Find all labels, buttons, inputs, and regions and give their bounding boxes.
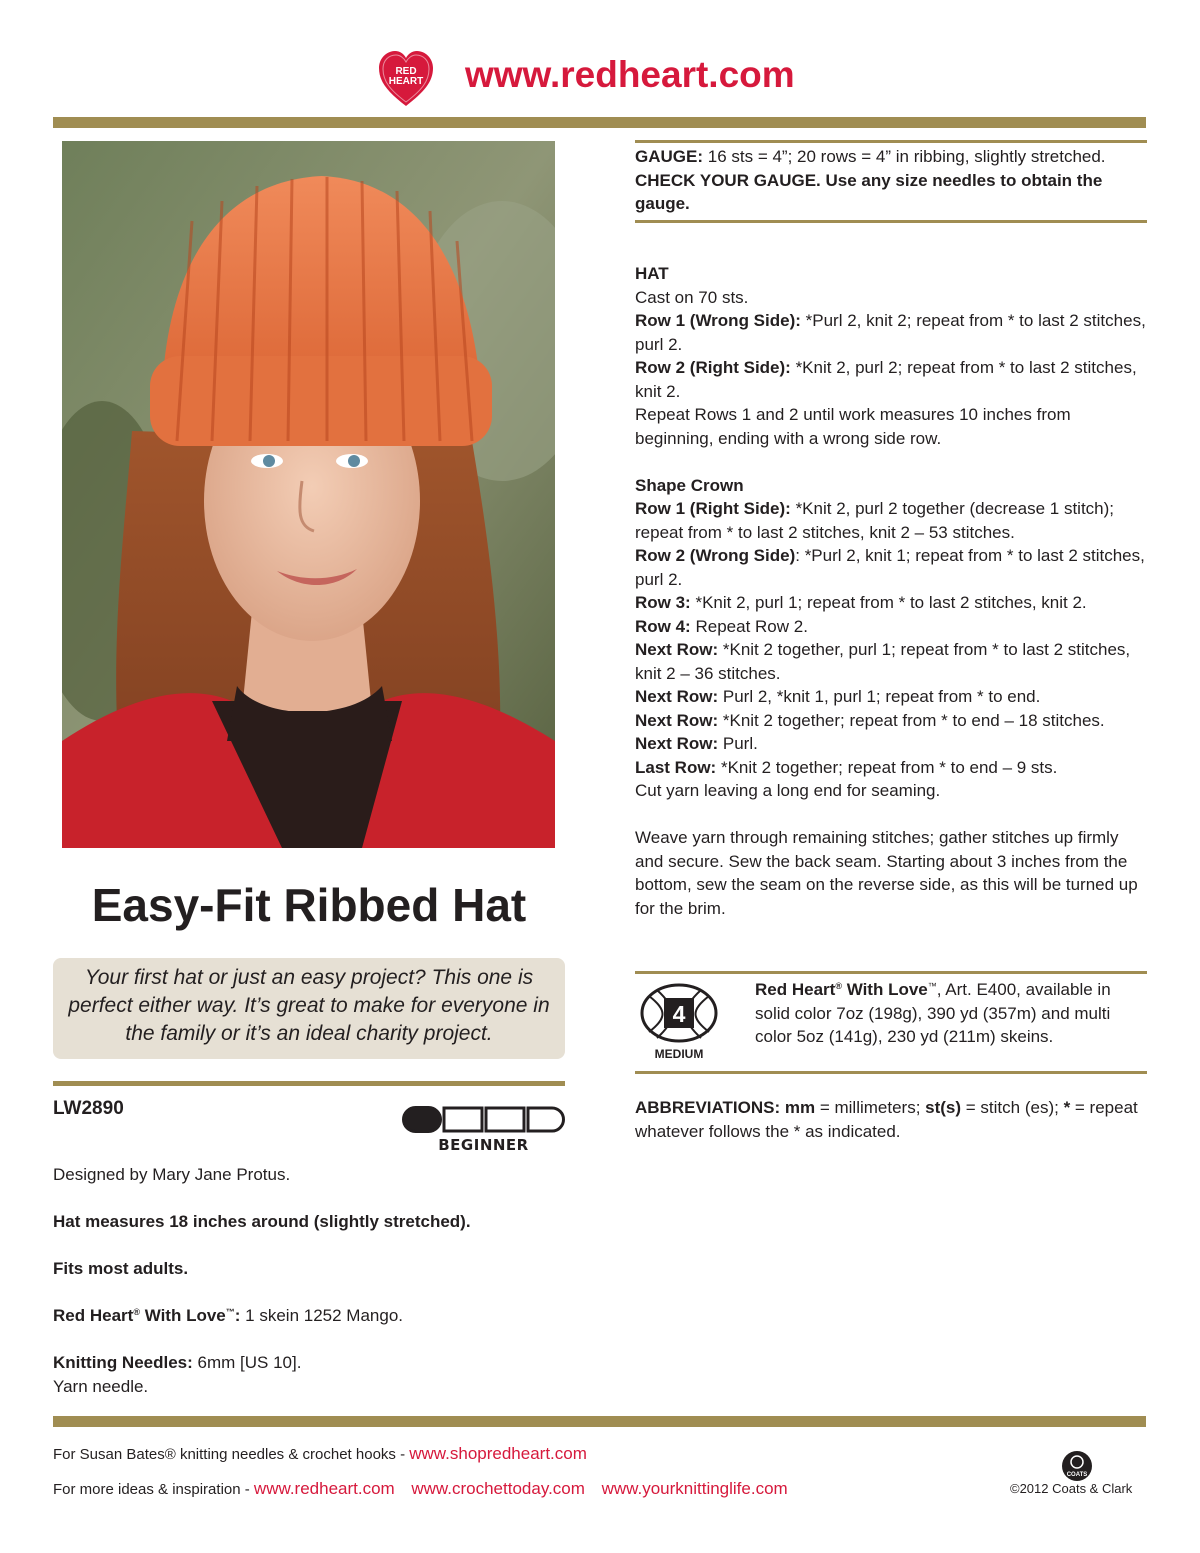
cut-yarn: Cut yarn leaving a long end for seaming.	[635, 781, 941, 800]
instructions	[635, 262, 1147, 920]
skill-segment-3	[486, 1108, 524, 1131]
crown-row-2: Row 2 (Wrong Side): *Purl 2, knit 1; repeat from * to last 2 stitches, purl 2.	[635, 546, 1145, 589]
intro-text: Your first hat or just an easy project? This one is perfect either way. It’s great to make for everyone in the family or it’s an ideal charity project.	[68, 966, 550, 1045]
skill-level-label: BEGINNER	[438, 1136, 529, 1154]
crown-heading: Shape Crown	[635, 475, 744, 495]
footer-ideas-text: For more ideas & inspiration -	[53, 1481, 254, 1498]
crown-row-4: Row 4: Repeat Row 2.	[635, 616, 808, 636]
left-divider	[53, 1081, 565, 1086]
yarn-weight-number: 4	[672, 1001, 686, 1027]
gauge-text: 16 sts = 4”; 20 rows = 4” in ribbing, slightly stretched.	[707, 147, 1106, 166]
skill-segment-1	[404, 1108, 441, 1132]
fit-note: Fits most adults.	[53, 1259, 189, 1278]
skill-segment-4	[528, 1108, 564, 1131]
page-header	[0, 50, 1200, 110]
abbreviations: ABBREVIATIONS: mm = millimeters; st(s) = stitch (es); * = repeat whatever follows the * as indicated.	[635, 1098, 1138, 1141]
yarn-requirement: Red Heart® With Love™: 1 skein 1252 Mango.	[53, 1306, 404, 1325]
yourknittinglife-link[interactable]: www.yourknittinglife.com	[601, 1479, 788, 1498]
pattern-details	[53, 1163, 573, 1398]
logo-text-red: RED	[395, 66, 417, 77]
site-url-link[interactable]: www.redheart.com	[465, 54, 795, 95]
size-measure: Hat measures 18 inches around (slightly stretched).	[53, 1212, 471, 1231]
bottom-divider	[53, 1416, 1146, 1427]
footer-shop-text: For Susan Bates® knitting needles & crochet hooks -	[53, 1446, 410, 1463]
skill-level-meter	[402, 1106, 566, 1136]
gauge-bottom-rule	[635, 220, 1147, 223]
yarn-info	[635, 976, 1147, 1068]
footer-line-2	[53, 1479, 788, 1499]
gauge-section	[635, 145, 1147, 216]
pattern-title: Easy-Fit Ribbed Hat	[91, 879, 527, 931]
crown-row-6: Next Row: Purl 2, *knit 1, purl 1; repeat from * to end.	[635, 687, 1041, 706]
crown-row-5: Next Row: *Knit 2 together, purl 1; repeat from * to last 2 stitches, knit 2 – 36 stitches.	[635, 640, 1131, 683]
hat-heading: HAT	[635, 264, 669, 283]
coats-logo	[1061, 1450, 1093, 1482]
crown-row-7: Next Row: *Knit 2 together; repeat from * to end – 18 stitches.	[635, 710, 1105, 730]
yarn-weight-icon	[637, 982, 721, 1060]
pattern-number: LW2890	[53, 1098, 124, 1119]
gauge-label: GAUGE:	[635, 147, 703, 166]
gauge-check: CHECK YOUR GAUGE. Use any size needles to obtain the gauge.	[635, 170, 1103, 213]
needles: Knitting Needles: 6mm [US 10]. Yarn needle.	[53, 1353, 302, 1396]
crochettoday-link[interactable]: www.crochettoday.com	[411, 1479, 585, 1498]
crown-row-8: Next Row: Purl.	[635, 734, 758, 753]
gauge-top-rule	[635, 140, 1147, 143]
crown-row-1: Row 1 (Right Side): *Knit 2, purl 2 together (decrease 1 stitch); repeat from * to last 2 stitches, knit 2 – 53 stitches.	[635, 499, 1115, 542]
crown-row-9: Last Row: *Knit 2 together; repeat from * to end – 9 sts.	[635, 757, 1058, 777]
copyright: ©2012 Coats & Clark	[1010, 1481, 1133, 1496]
cast-on: Cast on 70 sts.	[635, 287, 749, 307]
intro-box	[53, 958, 565, 1059]
hat-row-2: Row 2 (Right Side): *Knit 2, purl 2; repeat from * to last 2 stitches, knit 2.	[635, 358, 1137, 401]
finishing: Weave yarn through remaining stitches; gather stitches up firmly and secure. Sew the back seam. Starting about 3 inches from the bottom, sew the seam on the reverse side, as this will be turned up for the brim.	[635, 828, 1138, 918]
designer-credit: Designed by Mary Jane Protus.	[53, 1165, 291, 1184]
yarn-top-rule	[635, 971, 1147, 974]
hero-photo	[62, 141, 555, 848]
crown-row-3: Row 3: *Knit 2, purl 1; repeat from * to last 2 stitches, knit 2.	[635, 593, 1087, 612]
coats-logo-text: COATS	[1066, 1472, 1088, 1478]
shop-link[interactable]: www.shopredheart.com	[409, 1444, 587, 1463]
yarn-bottom-rule	[635, 1071, 1147, 1074]
redheart-link[interactable]: www.redheart.com	[253, 1479, 395, 1498]
skill-level-badge	[402, 1106, 566, 1158]
top-divider	[53, 117, 1146, 128]
footer-line-1	[53, 1444, 587, 1464]
hat-repeat: Repeat Rows 1 and 2 until work measures 10 inches from beginning, ending with a wrong side row.	[635, 405, 1071, 448]
red-heart-logo[interactable]	[378, 50, 434, 108]
logo-text-heart: HEART	[388, 76, 424, 87]
yarn-description: Red Heart® With Love™, Art. E400, available in solid color 7oz (198g), 390 yd (357m) and multi color 5oz (141g), 230 yd (211m) skeins.	[755, 980, 1111, 1046]
skill-segment-2	[444, 1108, 482, 1131]
hat-row-1: Row 1 (Wrong Side): *Purl 2, knit 2; repeat from * to last 2 stitches, purl 2.	[635, 311, 1146, 354]
yarn-weight-label: MEDIUM	[654, 1047, 704, 1060]
